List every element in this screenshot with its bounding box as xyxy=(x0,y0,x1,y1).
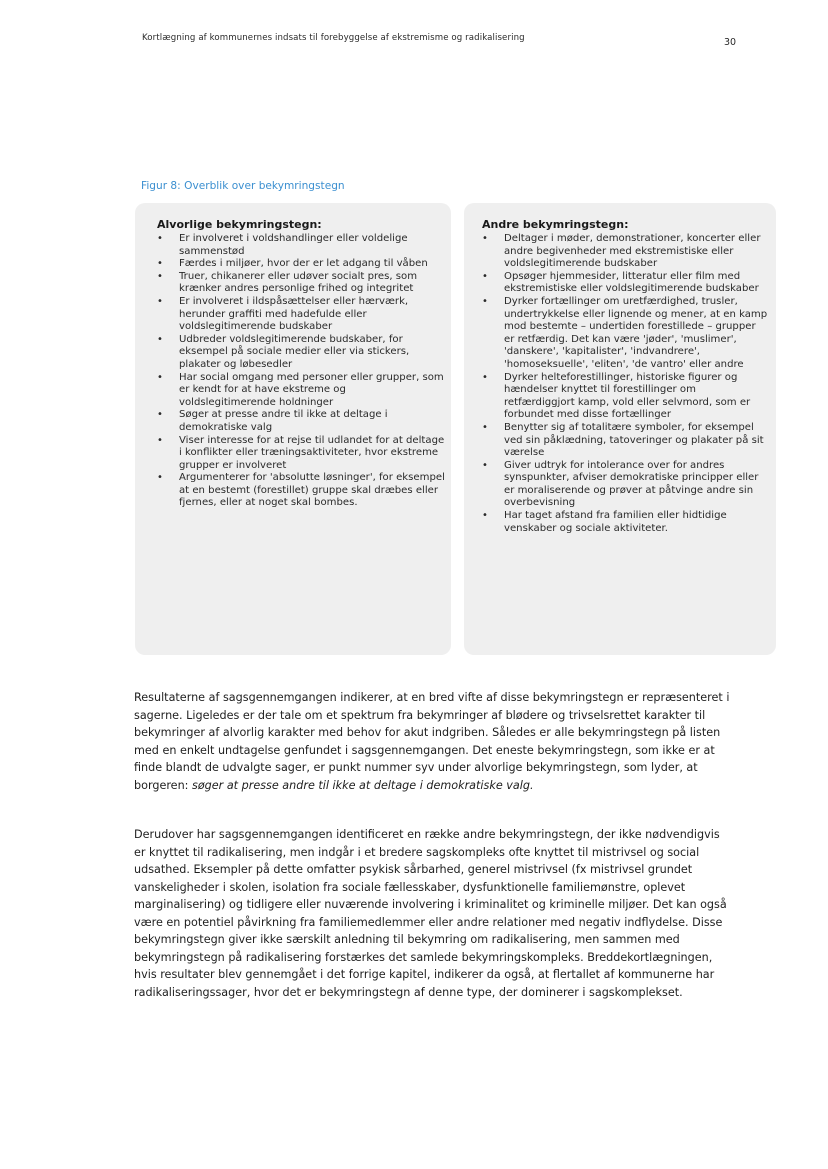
list-item: • Benytter sig af totalitære symboler, for eksempel ved sin påklædning, tatoveringer og plakater på sit værelse xyxy=(482,421,764,459)
list-item: • Dyrker fortællinger om uretfærdighed, trusler, undertrykkelse eller lignende og mener, at en kamp mod bestemte – undertiden forestillede – grupper er retfærdig. Det kan være 'jøder', 'muslimer', 'danskere', 'kapitalister', 'indvandrere', 'homoseksuelle', 'eliten', 'de vantro' eller andre xyxy=(482,295,768,370)
serious-concerns-list xyxy=(157,233,445,510)
bullet-icon: • xyxy=(482,459,488,471)
bullet-icon: • xyxy=(157,295,163,307)
bullet-icon: • xyxy=(482,295,488,307)
bullet-icon: • xyxy=(157,270,163,282)
list-item: • Dyrker helteforestillinger, historiske figurer og hændelser knyttet til forestillinger om retfærdiggjort kamp, vold eller selvmord, som er forbundet med disse fortællinger xyxy=(482,371,751,421)
bullet-icon: • xyxy=(482,510,488,522)
bullet-icon: • xyxy=(157,409,163,421)
list-item: • Udbreder voldslegitimerende budskaber, for eksempel på sociale medier eller via stickers, plakater og løbesedler xyxy=(157,333,410,370)
list-item: • Søger at presse andre til ikke at deltage i demokratiske valg xyxy=(157,409,388,433)
results-paragraph-italic: søger at presse andre til ikke at deltage i demokratiske valg. xyxy=(192,778,534,792)
bullet-icon: • xyxy=(482,421,488,433)
bullet-icon: • xyxy=(157,258,163,270)
bullet-icon: • xyxy=(482,233,488,244)
bullet-icon: • xyxy=(482,270,488,282)
list-item: • Opsøger hjemmesider, litteratur eller film med ekstremistiske eller voldslegitimerende budskaber xyxy=(482,270,759,295)
running-header: Kortlægning af kommunernes indsats til forebyggelse af ekstremisme og radikalisering xyxy=(142,33,525,43)
other-concerns-paragraph-text: Derudover har sagsgennemgangen identificeret en række andre bekymringstegn, der ikke nødvendigvis er knyttet til radikalisering, men indgår i et bredere sagskompleks ofte knyttet til mistrivsel og social udsathed. Eksempler på dette omfatter psykisk sårbarhed, generel mistrivsel (fx mistrivsel grundet vanskeligheder i skolen, isolation fra sociale fællesskaber, dysfunktionelle familiemønstre, oplevet marginalisering) og tidligere eller nuværende involvering i kriminalitet og kriminelle miljøer. Det kan også være en potentiel påvirkning fra familiemedlemmer eller andre relationer med negativ indflydelse. Disse bekymringstegn giver ikke særskilt anledning til bekymring om radikalisering, men sammen med bekymringstegn på radikalisering forstærkes det samlede bekymringskompleks. Breddekortlægningen, hvis resultater blev gennemgået i det forrige kapitel, indikerer da også, at flertallet af kommunerne har radikaliseringssager, hvor det er bekymringstegn af denne type, der dominerer i sagskomplekset. xyxy=(134,828,727,999)
figure-caption: Figur 8: Overblik over bekymringstegn xyxy=(141,180,345,192)
results-paragraph xyxy=(134,689,734,794)
other-concerns-list xyxy=(482,233,768,535)
list-item: • Argumenterer for 'absolutte løsninger', for eksempel at en bestemt (forestillet) gruppe skal dræbes eller fjernes, eller at noget skal bombes. xyxy=(157,472,445,509)
bullet-icon: • xyxy=(482,371,488,383)
list-item: • Truer, chikanerer eller udøver socialt pres, som krænker andres personlige frihed og integritet xyxy=(157,270,418,295)
page-number: 30 xyxy=(724,37,737,48)
list-item: • Færdes i miljøer, hvor der er let adgang til våben xyxy=(157,258,428,270)
list-item: • Er involveret i voldshandlinger eller voldelige sammenstød xyxy=(157,233,408,257)
list-item: • Giver udtryk for intolerance over for andres synspunkter, afviser demokratiske principper eller er moraliserende og prøver at påtvinge andre sin overbevisning xyxy=(482,459,759,509)
serious-concerns-heading: Alvorlige bekymringstegn: xyxy=(157,218,322,231)
bullet-icon: • xyxy=(157,434,163,446)
other-concerns-paragraph xyxy=(134,826,734,1001)
list-item: • Deltager i møder, demonstrationer, koncerter eller andre begivenheder med ekstremistiske eller voldslegitimerende budskaber xyxy=(482,233,761,270)
bullet-icon: • xyxy=(157,472,163,484)
list-item: • Har taget afstand fra familien eller hidtidige venskaber og sociale aktiviteter. xyxy=(482,510,727,534)
bullet-icon: • xyxy=(157,233,163,244)
bullet-icon: • xyxy=(157,371,163,383)
list-item: • Viser interesse for at rejse til udlandet for at deltage i konflikter eller træningsaktiviteter, hvor ekstreme grupper er involveret xyxy=(157,434,445,471)
serious-concerns-box xyxy=(135,203,451,655)
list-item: • Er involveret i ildspåsættelser eller hærværk, herunder graffiti med hadefulde eller voldslegitimerende budskaber xyxy=(157,295,409,333)
results-paragraph-text: Resultaterne af sagsgennemgangen indikerer, at en bred vifte af disse bekymringstegn er repræsenteret i sagerne. Ligeledes er der tale om et spektrum fra bekymringer af blødere og trivselsrettet karakter til bekymringer af alvorlig karakter med behov for akut indgriben. Således er alle bekymringstegn på listen med en enkelt undtagelse genfundet i sagsgennemgangen. Det eneste bekymringstegn, som ikke er at finde blandt de udvalgte sager, er punkt nummer syv under alvorlige bekymringstegn, som lyder, at borgeren: xyxy=(134,691,730,792)
other-concerns-heading: Andre bekymringstegn: xyxy=(482,218,629,231)
bullet-icon: • xyxy=(157,333,163,345)
other-concerns-box xyxy=(464,203,776,655)
list-item: • Har social omgang med personer eller grupper, som er kendt for at have ekstreme og voldslegitimerende holdninger xyxy=(157,371,444,408)
